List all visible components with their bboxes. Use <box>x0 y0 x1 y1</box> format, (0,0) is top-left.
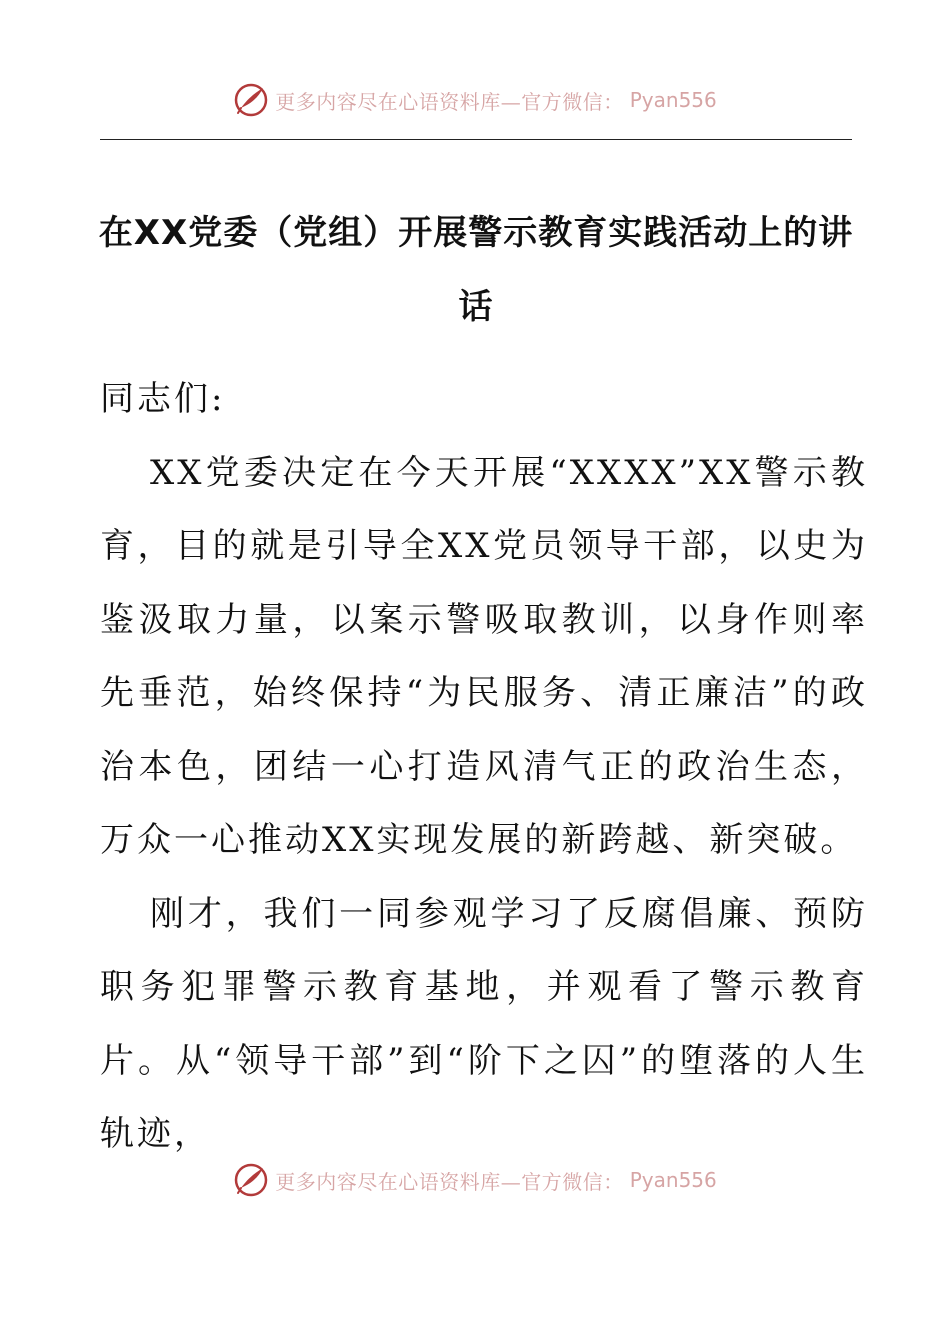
quill-logo-icon <box>233 1162 269 1198</box>
paragraph: 刚才，我们一同参观学习了反腐倡廉、预防职务犯罪警示教育基地，并观看了警示教育片。从“领导干部”到“阶下之囚”的堕落的人生轨迹， <box>100 893 868 1154</box>
watermark-footer <box>0 1162 950 1198</box>
paragraph: XX党委决定在今天开展“XXXX”XX警示教育，目的就是引导全XX党员领导干部，以史为鉴汲取力量，以案示警吸取教训，以身作则率先垂范，始终保持“为民服务、清正廉洁”的政治本色，团结一心打造风清气正的政治生态，万众一心推动XX实现发展的新跨越、新突破。 <box>100 452 868 860</box>
quill-logo-icon <box>233 82 269 118</box>
header-divider <box>100 139 852 140</box>
watermark-wechat-id: Pyan556 <box>629 1168 717 1192</box>
watermark-wechat-id: Pyan556 <box>629 88 717 112</box>
watermark-header <box>0 82 950 118</box>
watermark-text: 更多内容尽在心语资料库—官方微信： <box>275 89 624 114</box>
document-body <box>100 363 868 1172</box>
salutation: 同志们: <box>100 379 226 419</box>
watermark-text: 更多内容尽在心语资料库—官方微信： <box>275 1169 624 1194</box>
document-title: 在XX党委（党组）开展警示教育实践活动上的讲话 <box>98 213 854 327</box>
